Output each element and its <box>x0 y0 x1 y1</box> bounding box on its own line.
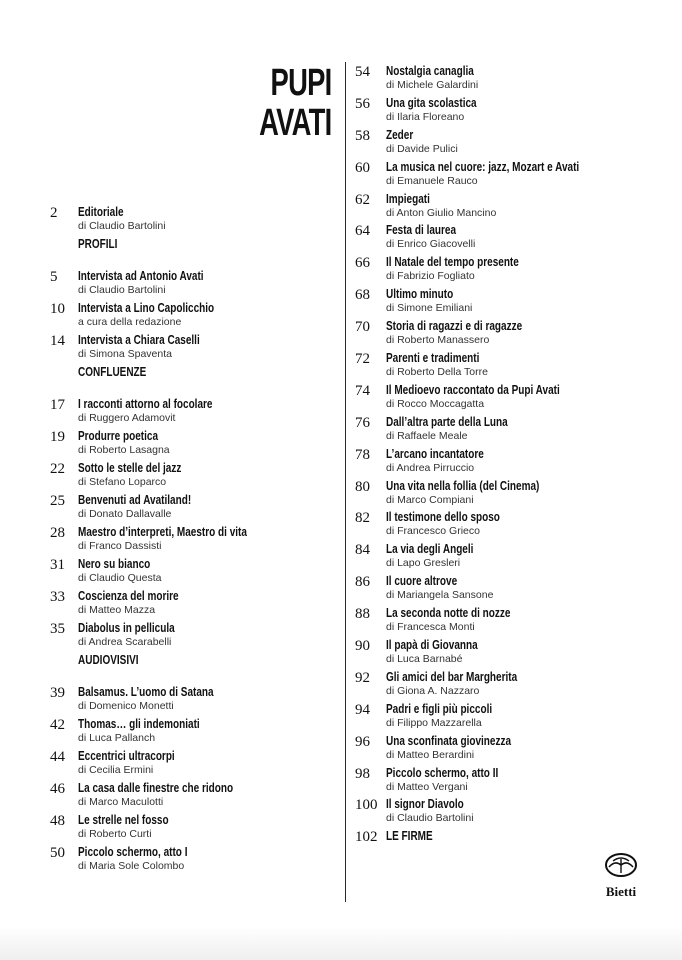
entry-author: di Claudio Questa <box>78 572 162 584</box>
toc-entry <box>50 845 340 877</box>
entry-title: Padri e figli più piccoli <box>386 701 493 716</box>
page-number: 58 <box>355 127 370 144</box>
entry-author: di Claudio Bartolini <box>78 220 166 232</box>
entry-title: Festa di laurea <box>386 223 457 238</box>
toc-entry <box>50 813 340 845</box>
column-divider <box>345 62 346 902</box>
toc-entry <box>50 781 340 813</box>
toc-entry <box>355 510 655 542</box>
entry-title: L’arcano incantatore <box>386 446 484 461</box>
toc-entry <box>50 621 340 653</box>
page-number: 46 <box>50 781 65 797</box>
toc-entry <box>355 766 655 798</box>
entry-title: Una sconfinata giovinezza <box>386 733 512 748</box>
toc-entry <box>355 96 655 128</box>
page-number: 82 <box>355 510 370 527</box>
toc-entry <box>50 269 340 301</box>
toc-entry <box>50 589 340 621</box>
toc-entry <box>50 205 340 237</box>
entry-author: di Ruggero Adamovit <box>78 412 176 424</box>
toc-entry <box>355 287 655 319</box>
entry-title: Impiegati <box>386 191 430 206</box>
page-number: 92 <box>355 669 370 686</box>
entry-title: Il signor Diavolo <box>386 797 464 812</box>
page-number: 14 <box>50 333 65 349</box>
entry-title: Ultimo minuto <box>386 287 454 302</box>
entry-author: di Emanuele Rauco <box>386 174 478 187</box>
toc-entry <box>355 415 655 447</box>
entry-title: La musica nel cuore: jazz, Mozart e Avati <box>386 159 580 174</box>
page-number: 78 <box>355 446 370 463</box>
toc-entry <box>50 461 340 493</box>
toc-entry <box>50 429 340 461</box>
page-number: 102 <box>355 829 378 846</box>
entry-title: Il papà di Giovanna <box>386 638 478 653</box>
page-number: 48 <box>50 813 65 829</box>
toc-entry <box>355 734 655 766</box>
publisher-logo <box>598 852 644 900</box>
entry-author: di Roberto Manassero <box>386 334 490 347</box>
page-number: 19 <box>50 429 65 445</box>
page-number: 35 <box>50 621 65 637</box>
entry-author: di Andrea Pirruccio <box>386 461 475 474</box>
page-number: 42 <box>50 717 65 733</box>
entry-author: di Fabrizio Fogliato <box>386 270 475 283</box>
entry-author: di Stefano Loparco <box>78 476 167 488</box>
entry-author: di Davide Pulici <box>386 142 458 155</box>
page-number: 72 <box>355 351 370 368</box>
entry-author: di Ilaria Floreano <box>386 110 465 123</box>
entry-title: La casa dalle finestre che ridono <box>78 781 234 795</box>
toc-entry <box>355 670 655 702</box>
section-heading <box>50 237 340 269</box>
entry-title: La seconda notte di nozze <box>386 606 511 621</box>
entry-author: di Marco Compiani <box>386 493 474 506</box>
page-number: 96 <box>355 733 370 750</box>
entry-author: di Cecilia Ermini <box>78 764 154 776</box>
toc-entry <box>50 685 340 717</box>
page-number: 39 <box>50 685 65 701</box>
page-number: 62 <box>355 191 370 208</box>
entry-author: di Claudio Bartolini <box>386 812 474 825</box>
page-number: 50 <box>50 845 65 861</box>
page-number: 56 <box>355 95 370 112</box>
toc-entry <box>355 128 655 160</box>
entry-title: Parenti e tradimenti <box>386 351 480 366</box>
entry-title: LE FIRME <box>386 829 433 844</box>
entry-title: Thomas… gli indemoniati <box>78 717 200 731</box>
entry-author: di Francesco Grieco <box>386 525 480 538</box>
entry-title: Editoriale <box>78 205 124 219</box>
toc-entry <box>355 797 655 829</box>
toc-entry <box>50 493 340 525</box>
entry-title: La via degli Angeli <box>386 542 474 557</box>
page-number: 86 <box>355 574 370 591</box>
toc-entry <box>50 301 340 333</box>
entry-author: di Raffaele Meale <box>386 429 468 442</box>
entry-author: di Luca Barnabé <box>386 653 463 666</box>
entry-title: Sotto le stelle del jazz <box>78 461 182 475</box>
toc-entry <box>355 638 655 670</box>
entry-title: Maestro d’interpreti, Maestro di vita <box>78 525 247 539</box>
entry-author: di Luca Pallanch <box>78 732 156 744</box>
page-title-line1: PUPI <box>271 62 332 104</box>
toc-entry <box>50 333 340 365</box>
entry-title: Una vita nella follia (del Cinema) <box>386 478 540 493</box>
page-number: 98 <box>355 765 370 782</box>
toc-entry <box>355 319 655 351</box>
entry-author: di Enrico Giacovelli <box>386 238 476 251</box>
section-heading <box>50 653 340 685</box>
page-number: 28 <box>50 525 65 541</box>
entry-title: Le strelle nel fosso <box>78 813 169 827</box>
entry-author: di Mariangela Sansone <box>386 589 494 602</box>
entry-author: di Andrea Scarabelli <box>78 636 172 648</box>
entry-author: di Roberto Lasagna <box>78 444 170 456</box>
toc-entry <box>355 574 655 606</box>
toc-entry <box>355 255 655 287</box>
page-title <box>260 63 332 143</box>
page-number: 54 <box>355 64 370 80</box>
entry-author: a cura della redazione <box>78 316 182 328</box>
page-number: 31 <box>50 557 65 573</box>
section-heading-label: AUDIOVISIVI <box>78 653 139 667</box>
entry-author: di Anton Giulio Mancino <box>386 206 497 219</box>
toc-entry <box>50 749 340 781</box>
page-number: 68 <box>355 287 370 304</box>
page-number: 100 <box>355 797 378 814</box>
page-title-line2: AVATI <box>259 102 332 144</box>
entry-title: Il Medioevo raccontato da Pupi Avati <box>386 382 560 397</box>
publisher-name: Bietti <box>605 884 637 899</box>
page-number: 17 <box>50 397 65 413</box>
toc-entry <box>355 542 655 574</box>
entry-author: di Michele Galardini <box>386 79 479 91</box>
page-number: 25 <box>50 493 65 509</box>
entry-author: di Lapo Gresleri <box>386 557 461 570</box>
toc-entry <box>355 351 655 383</box>
toc-entry <box>355 192 655 224</box>
page-number: 44 <box>50 749 65 765</box>
page-number: 80 <box>355 478 370 495</box>
page-number: 22 <box>50 461 65 477</box>
page-number: 10 <box>50 301 65 317</box>
toc-entry <box>50 717 340 749</box>
entry-author: di Rocco Moccagatta <box>386 397 485 410</box>
section-heading-label: CONFLUENZE <box>78 365 147 379</box>
toc-entry <box>355 447 655 479</box>
page-number: 74 <box>355 382 370 399</box>
entry-author: di Roberto Della Torre <box>386 366 488 379</box>
entry-author: di Marco Maculotti <box>78 796 164 808</box>
entry-title: Produrre poetica <box>78 429 159 443</box>
entry-author: di Matteo Mazza <box>78 604 156 616</box>
page-number: 84 <box>355 542 370 559</box>
toc-entry <box>50 397 340 429</box>
page-number: 33 <box>50 589 65 605</box>
entry-title: Intervista ad Antonio Avati <box>78 269 204 283</box>
entry-author: di Matteo Vergani <box>386 780 468 793</box>
entry-title: Dall’altra parte della Luna <box>386 414 508 429</box>
toc-entry <box>355 383 655 415</box>
entry-title: Gli amici del bar Margherita <box>386 669 518 684</box>
entry-author: di Filippo Mazzarella <box>386 716 482 729</box>
entry-author: di Roberto Curti <box>78 828 152 840</box>
entry-author: di Claudio Bartolini <box>78 284 166 296</box>
entry-title: Il cuore altrove <box>386 574 458 589</box>
entry-title: Benvenuti ad Avatiland! <box>78 493 192 507</box>
bietti-emblem-icon <box>604 852 638 878</box>
entry-title: Piccolo schermo, atto I <box>78 845 188 859</box>
toc-entry <box>355 160 655 192</box>
entry-title: Diabolus in pellicula <box>78 621 175 635</box>
toc-entry <box>355 479 655 511</box>
entry-title: Intervista a Lino Capolicchio <box>78 301 215 315</box>
entry-author: di Donato Dallavalle <box>78 508 172 520</box>
entry-author: di Simona Spaventa <box>78 348 172 360</box>
toc-right-column <box>355 64 655 861</box>
page-number: 66 <box>355 255 370 272</box>
toc-entry <box>355 223 655 255</box>
entry-title: Il testimone dello sposo <box>386 510 500 525</box>
toc-left-column <box>50 205 340 877</box>
entry-title: Zeder <box>386 127 414 142</box>
page-number: 2 <box>50 205 58 221</box>
toc-entry <box>50 557 340 589</box>
entry-title: Il Natale del tempo presente <box>386 255 519 270</box>
entry-title: Eccentrici ultracorpi <box>78 749 175 763</box>
toc-entry <box>355 606 655 638</box>
page-number: 90 <box>355 638 370 655</box>
toc-entry <box>355 702 655 734</box>
toc-entry <box>50 525 340 557</box>
entry-title: Intervista a Chiara Caselli <box>78 333 200 347</box>
entry-author: di Maria Sole Colombo <box>78 860 185 872</box>
entry-title: Nero su bianco <box>78 557 151 571</box>
entry-title: Coscienza del morire <box>78 589 179 603</box>
page-number: 60 <box>355 159 370 176</box>
page-number: 70 <box>355 319 370 336</box>
entry-author: di Simone Emiliani <box>386 302 473 315</box>
entry-title: I racconti attorno al focolare <box>78 397 213 411</box>
section-heading-label: PROFILI <box>78 237 118 251</box>
entry-title: Nostalgia canaglia <box>386 64 474 78</box>
entry-author: di Franco Dassisti <box>78 540 162 552</box>
page-number: 64 <box>355 223 370 240</box>
section-heading <box>50 365 340 397</box>
entry-author: di Giona A. Nazzaro <box>386 684 480 697</box>
entry-author: di Domenico Monetti <box>78 700 174 712</box>
toc-entry <box>355 64 655 96</box>
entry-title: Storia di ragazzi e di ragazze <box>386 319 523 334</box>
page-number: 76 <box>355 414 370 431</box>
entry-title: Una gita scolastica <box>386 95 477 110</box>
page-number: 94 <box>355 701 370 718</box>
page-number: 5 <box>50 269 58 285</box>
entry-author: di Matteo Berardini <box>386 748 475 761</box>
entry-title: Balsamus. L’uomo di Satana <box>78 685 214 699</box>
page-bottom-edge <box>0 926 682 960</box>
page-number: 88 <box>355 606 370 623</box>
entry-title: Piccolo schermo, atto II <box>386 765 499 780</box>
entry-author: di Francesca Monti <box>386 621 475 634</box>
